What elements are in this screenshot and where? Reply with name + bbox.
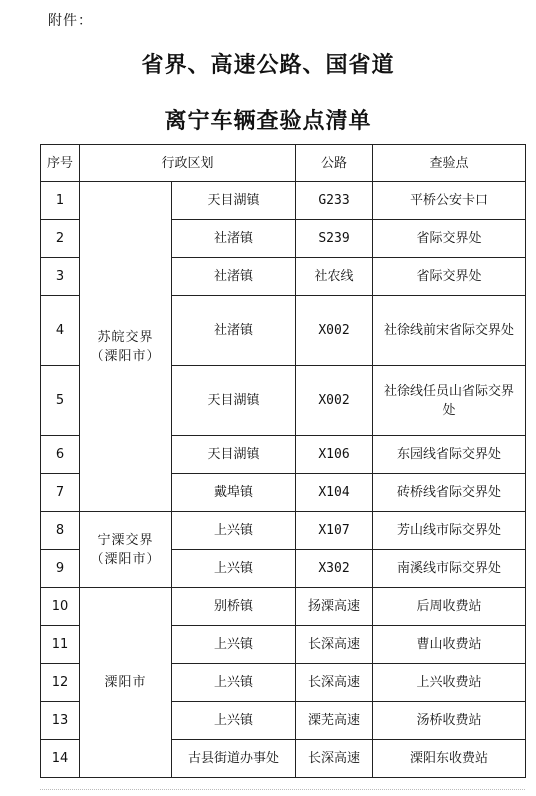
header-road: 公路	[296, 145, 373, 182]
row-road: 长深高速	[296, 664, 373, 702]
row-town: 上兴镇	[172, 512, 296, 550]
row-town: 戴埠镇	[172, 474, 296, 512]
checkpoint-table	[40, 144, 526, 778]
row-checkpoint: 汤桥收费站	[373, 702, 526, 740]
row-checkpoint: 省际交界处	[373, 220, 526, 258]
region-group-3: 溧阳市	[80, 588, 172, 778]
row-no: 11	[41, 626, 80, 664]
row-no: 7	[41, 474, 80, 512]
region-group-1: 苏皖交界（溧阳市）	[80, 182, 172, 512]
row-no: 12	[41, 664, 80, 702]
row-town: 上兴镇	[172, 626, 296, 664]
row-town: 别桥镇	[172, 588, 296, 626]
row-road: X107	[296, 512, 373, 550]
table-header-row	[41, 145, 526, 182]
row-town: 社渚镇	[172, 258, 296, 296]
row-town: 社渚镇	[172, 220, 296, 258]
row-checkpoint: 平桥公安卡口	[373, 182, 526, 220]
row-no: 14	[41, 740, 80, 778]
row-checkpoint: 溧阳东收费站	[373, 740, 526, 778]
document-title-line-2: 离宁车辆查验点清单	[164, 109, 372, 134]
row-no: 1	[41, 182, 80, 220]
row-no: 5	[41, 366, 80, 436]
row-road: 扬溧高速	[296, 588, 373, 626]
table-row	[41, 182, 526, 220]
row-no: 2	[41, 220, 80, 258]
page-bottom-border	[40, 789, 525, 790]
row-no: 9	[41, 550, 80, 588]
row-checkpoint: 社徐线前宋省际交界处	[373, 296, 526, 366]
row-road: X302	[296, 550, 373, 588]
row-road: X002	[296, 296, 373, 366]
row-road: S239	[296, 220, 373, 258]
row-no: 4	[41, 296, 80, 366]
row-checkpoint: 砖桥线省际交界处	[373, 474, 526, 512]
table-row	[41, 588, 526, 626]
row-town: 上兴镇	[172, 550, 296, 588]
row-no: 3	[41, 258, 80, 296]
header-checkpoint: 查验点	[373, 145, 526, 182]
row-checkpoint: 东园线省际交界处	[373, 436, 526, 474]
row-no: 8	[41, 512, 80, 550]
row-town: 天目湖镇	[172, 436, 296, 474]
row-checkpoint: 曹山收费站	[373, 626, 526, 664]
row-road: 社农线	[296, 258, 373, 296]
row-checkpoint: 省际交界处	[373, 258, 526, 296]
row-checkpoint: 后周收费站	[373, 588, 526, 626]
table-row	[41, 512, 526, 550]
row-no: 13	[41, 702, 80, 740]
row-road: G233	[296, 182, 373, 220]
row-checkpoint: 南溪线市际交界处	[373, 550, 526, 588]
row-road: X106	[296, 436, 373, 474]
region-group-2: 宁溧交界（溧阳市）	[80, 512, 172, 588]
row-town: 古县街道办事处	[172, 740, 296, 778]
row-town: 社渚镇	[172, 296, 296, 366]
header-no: 序号	[41, 145, 80, 182]
row-checkpoint: 芳山线市际交界处	[373, 512, 526, 550]
row-no: 10	[41, 588, 80, 626]
row-town: 天目湖镇	[172, 182, 296, 220]
row-road: 溧芜高速	[296, 702, 373, 740]
row-no: 6	[41, 436, 80, 474]
row-road: X002	[296, 366, 373, 436]
row-checkpoint: 社徐线任员山省际交界处	[373, 366, 526, 436]
attachment-label: 附件：	[48, 13, 93, 29]
row-town: 上兴镇	[172, 702, 296, 740]
row-checkpoint: 上兴收费站	[373, 664, 526, 702]
row-town: 上兴镇	[172, 664, 296, 702]
row-road: X104	[296, 474, 373, 512]
row-road: 长深高速	[296, 740, 373, 778]
document-title-line-1: 省界、高速公路、国省道	[141, 53, 395, 78]
row-road: 长深高速	[296, 626, 373, 664]
header-region: 行政区划	[80, 145, 296, 182]
row-town: 天目湖镇	[172, 366, 296, 436]
